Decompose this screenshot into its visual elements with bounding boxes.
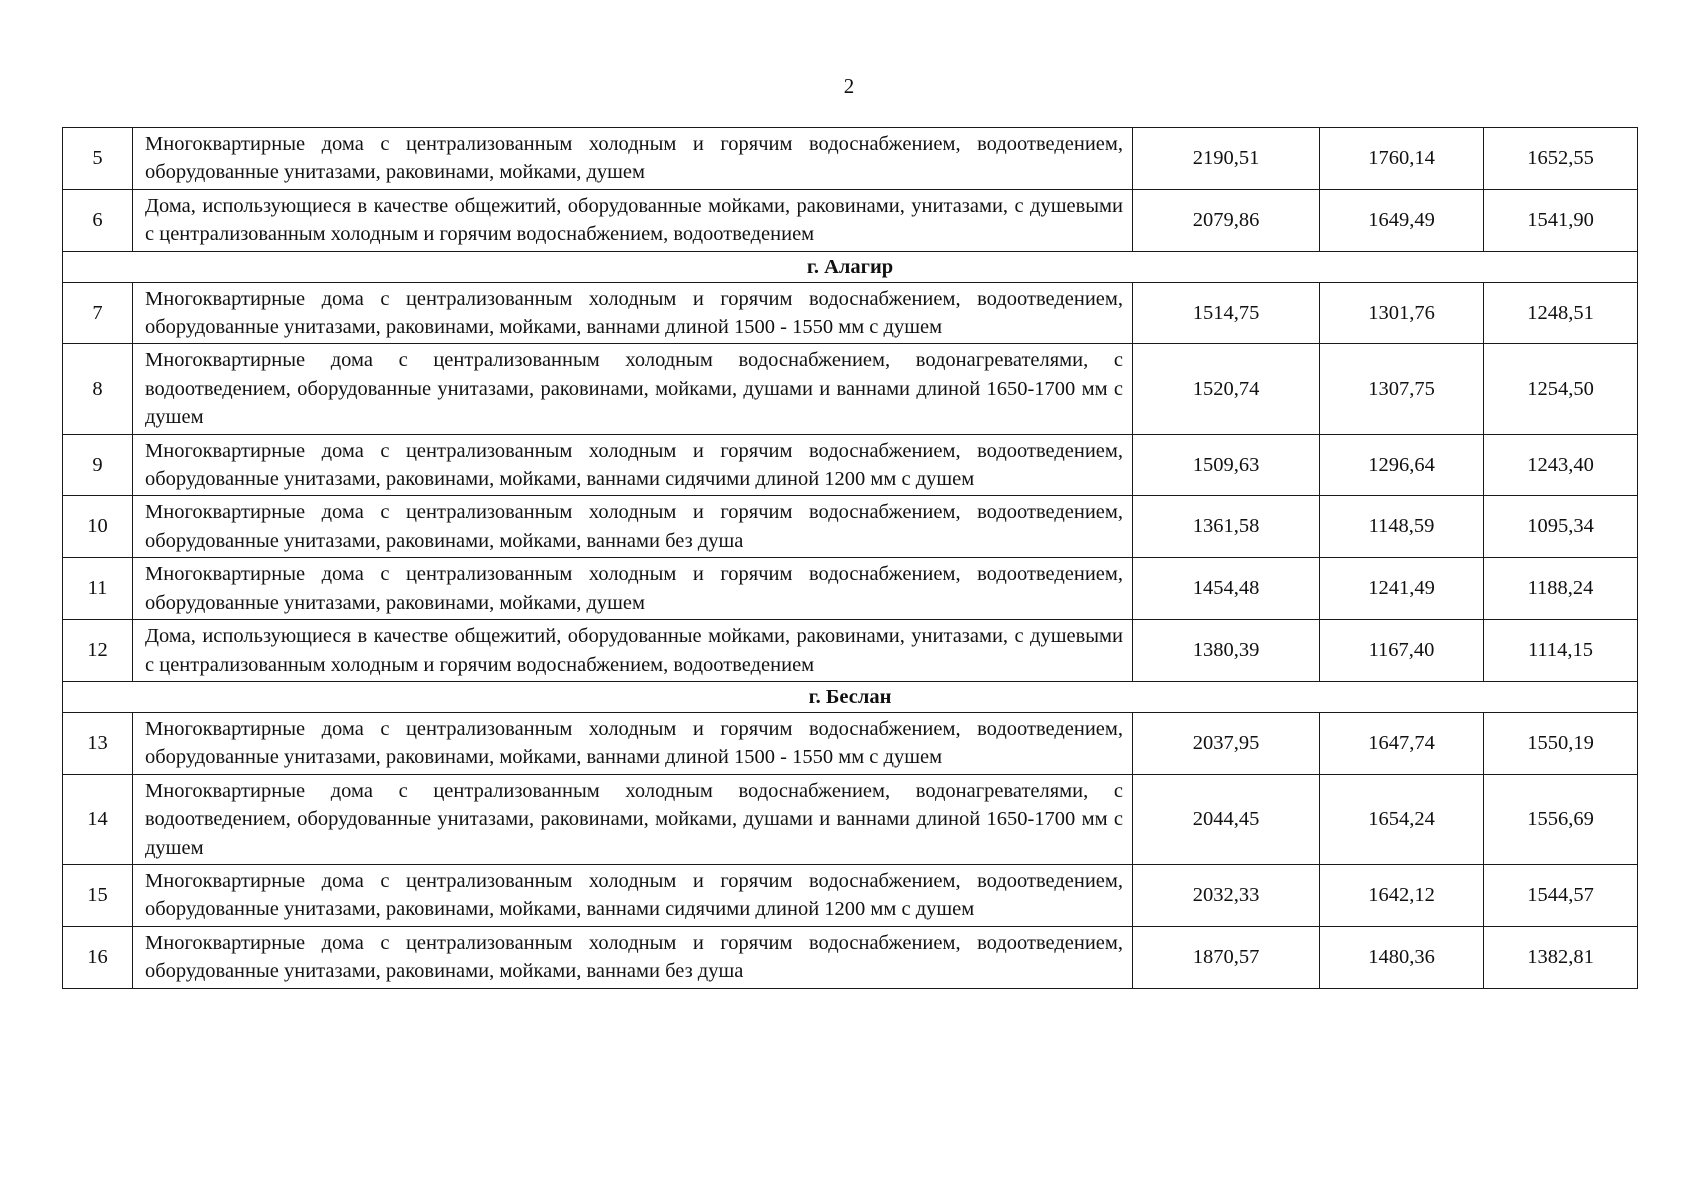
table-row [63,496,1638,558]
value-cell-2: 1647,74 [1320,712,1484,774]
description-cell: Многоквартирные дома с централизованным холодным и горячим водоснабжением, водоотведением, оборудованные унитазами, раковинами, мойками, ваннами без душа [133,496,1133,558]
value-cell-3: 1382,81 [1484,926,1638,988]
description-cell: Многоквартирные дома с централизованным холодным и горячим водоснабжением, водоотведением, оборудованные унитазами, раковинами, мойками, ваннами сидячими длиной 1200 мм с душем [133,434,1133,496]
value-cell-2: 1642,12 [1320,864,1484,926]
value-cell-2: 1148,59 [1320,496,1484,558]
table-row [63,926,1638,988]
description-cell: Многоквартирные дома с централизованным холодным и горячим водоснабжением, водоотведением, оборудованные унитазами, раковинами, мойками, душем [133,558,1133,620]
value-cell-3: 1254,50 [1484,344,1638,434]
value-cell-1: 2032,33 [1133,864,1320,926]
value-cell-3: 1544,57 [1484,864,1638,926]
description-cell: Дома, использующиеся в качестве общежитий, оборудованные мойками, раковинами, унитазами, с душевыми с централизованным холодным и горячим водоснабжением, водоотведением [133,620,1133,682]
value-cell-1: 1509,63 [1133,434,1320,496]
tariff-table-body [63,128,1638,989]
row-number-cell: 14 [63,774,133,864]
description-cell: Многоквартирные дома с централизованным холодным и горячим водоснабжением, водоотведением, оборудованные унитазами, раковинами, мойками, душем [133,128,1133,190]
table-row [63,282,1638,344]
value-cell-2: 1649,49 [1320,189,1484,251]
table-row [63,712,1638,774]
value-cell-3: 1556,69 [1484,774,1638,864]
value-cell-1: 1870,57 [1133,926,1320,988]
value-cell-3: 1248,51 [1484,282,1638,344]
row-number-cell: 10 [63,496,133,558]
table-row [63,344,1638,434]
value-cell-1: 2079,86 [1133,189,1320,251]
value-cell-1: 1520,74 [1133,344,1320,434]
value-cell-2: 1480,36 [1320,926,1484,988]
value-cell-3: 1541,90 [1484,189,1638,251]
row-number-cell: 5 [63,128,133,190]
row-number-cell: 12 [63,620,133,682]
table-row [63,189,1638,251]
description-cell: Многоквартирные дома с централизованным холодным и горячим водоснабжением, водоотведением, оборудованные унитазами, раковинами, мойками, ваннами без душа [133,926,1133,988]
row-number-cell: 13 [63,712,133,774]
value-cell-1: 2190,51 [1133,128,1320,190]
row-number-cell: 16 [63,926,133,988]
table-row [63,774,1638,864]
value-cell-2: 1654,24 [1320,774,1484,864]
value-cell-2: 1301,76 [1320,282,1484,344]
description-cell: Многоквартирные дома с централизованным холодным и горячим водоснабжением, водоотведением, оборудованные унитазами, раковинами, мойками, ваннами сидячими длиной 1200 мм с душем [133,864,1133,926]
value-cell-2: 1241,49 [1320,558,1484,620]
description-cell: Многоквартирные дома с централизованным холодным водоснабжением, водонагревателями, с водоотведением, оборудованные унитазами, раковинами, мойками, душами и ваннами длиной 1650-1700 мм с душем [133,774,1133,864]
page-number: 2 [843,74,855,98]
description-cell: Многоквартирные дома с централизованным холодным водоснабжением, водонагревателями, с водоотведением, оборудованные унитазами, раковинами, мойками, душами и ваннами длиной 1650-1700 мм с душем [133,344,1133,434]
value-cell-3: 1114,15 [1484,620,1638,682]
row-number-cell: 15 [63,864,133,926]
section-header-row [63,251,1638,282]
value-cell-1: 1514,75 [1133,282,1320,344]
row-number-cell: 9 [63,434,133,496]
description-cell: Дома, использующиеся в качестве общежитий, оборудованные мойками, раковинами, унитазами, с душевыми с централизованным холодным и горячим водоснабжением, водоотведением [133,189,1133,251]
value-cell-3: 1652,55 [1484,128,1638,190]
value-cell-3: 1243,40 [1484,434,1638,496]
value-cell-2: 1760,14 [1320,128,1484,190]
value-cell-1: 2044,45 [1133,774,1320,864]
description-cell: Многоквартирные дома с централизованным холодным и горячим водоснабжением, водоотведением, оборудованные унитазами, раковинами, мойками, ваннами длиной 1500 - 1550 мм с душем [133,712,1133,774]
table-row [63,620,1638,682]
value-cell-3: 1188,24 [1484,558,1638,620]
table-row [63,558,1638,620]
value-cell-3: 1550,19 [1484,712,1638,774]
section-header-row [63,681,1638,712]
value-cell-2: 1307,75 [1320,344,1484,434]
section-title: г. Беслан [63,681,1638,712]
row-number-cell: 6 [63,189,133,251]
row-number-cell: 8 [63,344,133,434]
row-number-cell: 7 [63,282,133,344]
row-number-cell: 11 [63,558,133,620]
value-cell-3: 1095,34 [1484,496,1638,558]
value-cell-2: 1167,40 [1320,620,1484,682]
tariff-table [62,127,1638,989]
value-cell-1: 2037,95 [1133,712,1320,774]
table-row [63,864,1638,926]
section-title: г. Алагир [63,251,1638,282]
table-row [63,434,1638,496]
value-cell-1: 1454,48 [1133,558,1320,620]
description-cell: Многоквартирные дома с централизованным холодным и горячим водоснабжением, водоотведением, оборудованные унитазами, раковинами, мойками, ваннами длиной 1500 - 1550 мм с душем [133,282,1133,344]
table-row [63,128,1638,190]
value-cell-1: 1361,58 [1133,496,1320,558]
value-cell-1: 1380,39 [1133,620,1320,682]
value-cell-2: 1296,64 [1320,434,1484,496]
